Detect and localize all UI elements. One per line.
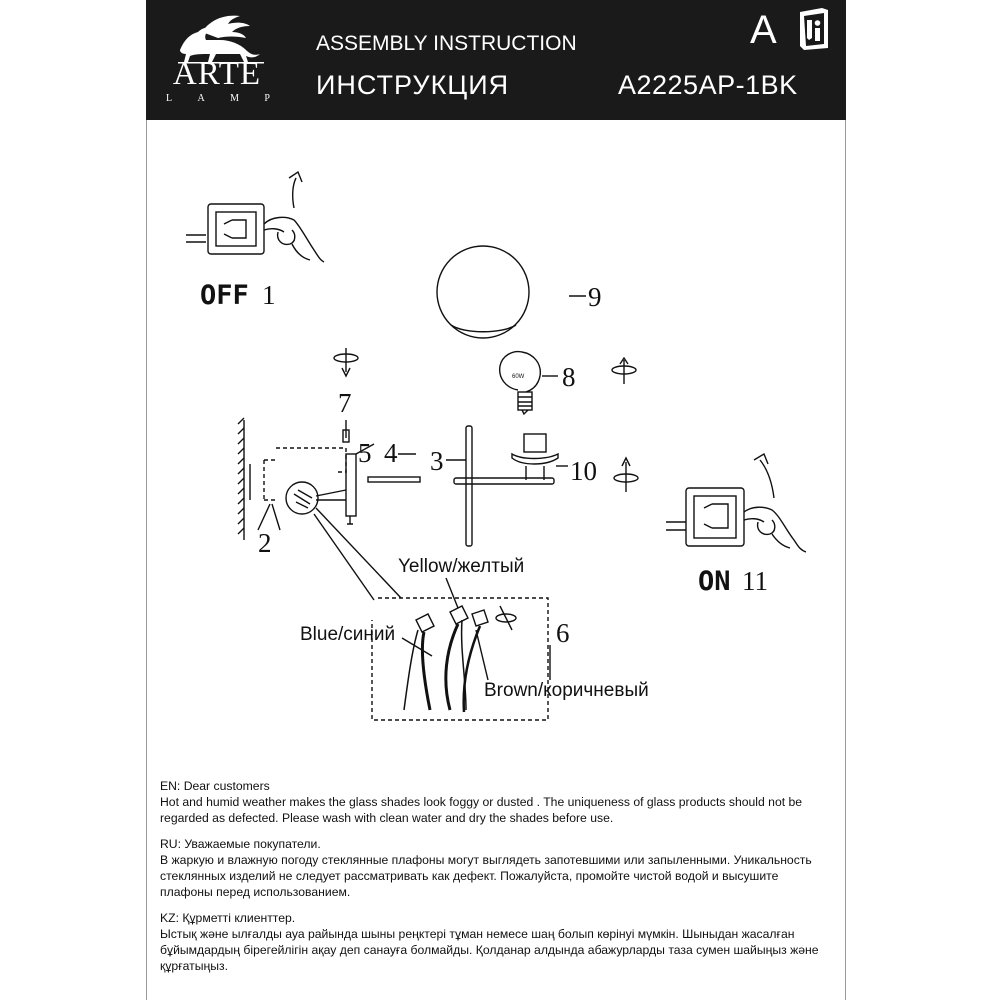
brand-sub-letter: A — [197, 93, 205, 104]
wall-mount-illustration — [238, 418, 349, 540]
part-5-label: 5 — [358, 438, 372, 468]
title-english: ASSEMBLY INSTRUCTION — [316, 32, 577, 55]
switch-off-illustration — [186, 172, 324, 262]
notes-kz — [160, 910, 840, 974]
part-9-label: 9 — [588, 282, 602, 312]
rotate-arrow-icon — [334, 348, 358, 376]
bulb-illustration — [500, 352, 558, 414]
part-10-label: 10 — [570, 456, 597, 486]
lamp-body-illustration — [446, 426, 554, 546]
part-2-label: 2 — [258, 528, 272, 558]
notes-en-greeting: EN: Dear customers — [160, 779, 270, 793]
on-step-number: 11 — [742, 566, 768, 596]
page-letter: A — [750, 8, 777, 52]
switch-on-illustration — [666, 454, 806, 552]
part-4-label: 4 — [384, 438, 398, 468]
notes-ru-line: В жаркую и влажную погоду стеклянные плафоны могут выглядеть запотевшими или запыленными. Уникальность — [160, 853, 812, 867]
lamp-holder-illustration — [512, 434, 568, 480]
brand-sub-letter: M — [230, 93, 240, 104]
title-russian: ИНСТРУКЦИЯ — [316, 70, 510, 100]
wire-brown-label: Brown/коричневый — [484, 680, 649, 701]
notes-ru-line: плафоны перед использованием. — [160, 885, 351, 899]
brand-sub-letter: L — [166, 93, 173, 104]
notes-ru — [160, 836, 840, 900]
wire-yellow-label: Yellow/желтый — [398, 556, 525, 577]
notes-ru-line: стеклянных изделий не следует рассматривать как дефект. Пожалуйста, промойте чистой водой и высушите — [160, 869, 779, 883]
on-label: ON — [698, 566, 731, 597]
brand-name: ARTE — [172, 56, 262, 92]
notes-kz-line: бұйымдардың бірегейлігін ақау деп санауға болмайды. Қолданар алдында абажурларды таза сумен шайыңыз және — [160, 943, 819, 957]
notes-en-line: Hot and humid weather makes the glass shades look foggy or dusted . The uniqueness of glass products should not be — [160, 795, 803, 809]
rotate-arrow-icon — [612, 358, 636, 384]
brand-sub-letter: P — [264, 93, 270, 104]
brand-subtitle — [166, 93, 270, 104]
bulb-wattage: 60W — [512, 374, 525, 380]
notes-kz-greeting: KZ: Құрметті клиенттер. — [160, 911, 296, 925]
assembly-diagram — [146, 120, 846, 770]
info-book-icon — [796, 6, 832, 52]
part-3-label: 3 — [430, 446, 444, 476]
off-step-number: 1 — [262, 280, 276, 310]
diagram-drawing — [146, 120, 846, 770]
notes-kz-line: Ыстық және ылғалды ауа райында шыны реңктері тұман немесе шаң болып көрінуі мүмкін. Шыныдан жасалған — [160, 927, 795, 941]
part-8-label: 8 — [562, 362, 576, 392]
part-7-label: 7 — [338, 388, 352, 418]
notes-en-line: regarded as defected. Please wash with clean water and dry the shades before use. — [160, 811, 614, 825]
off-label: OFF — [200, 280, 249, 311]
notes-ru-greeting: RU: Уважаемые покупатели. — [160, 837, 321, 851]
notes-en — [160, 778, 840, 826]
notes-kz-line: құрғатыңыз. — [160, 959, 228, 973]
model-number: A2225AP-1BK — [618, 70, 798, 100]
rotate-arrow-icon — [614, 458, 638, 492]
part-6-label: 6 — [556, 618, 570, 648]
wire-blue-label: Blue/синий — [300, 624, 396, 645]
